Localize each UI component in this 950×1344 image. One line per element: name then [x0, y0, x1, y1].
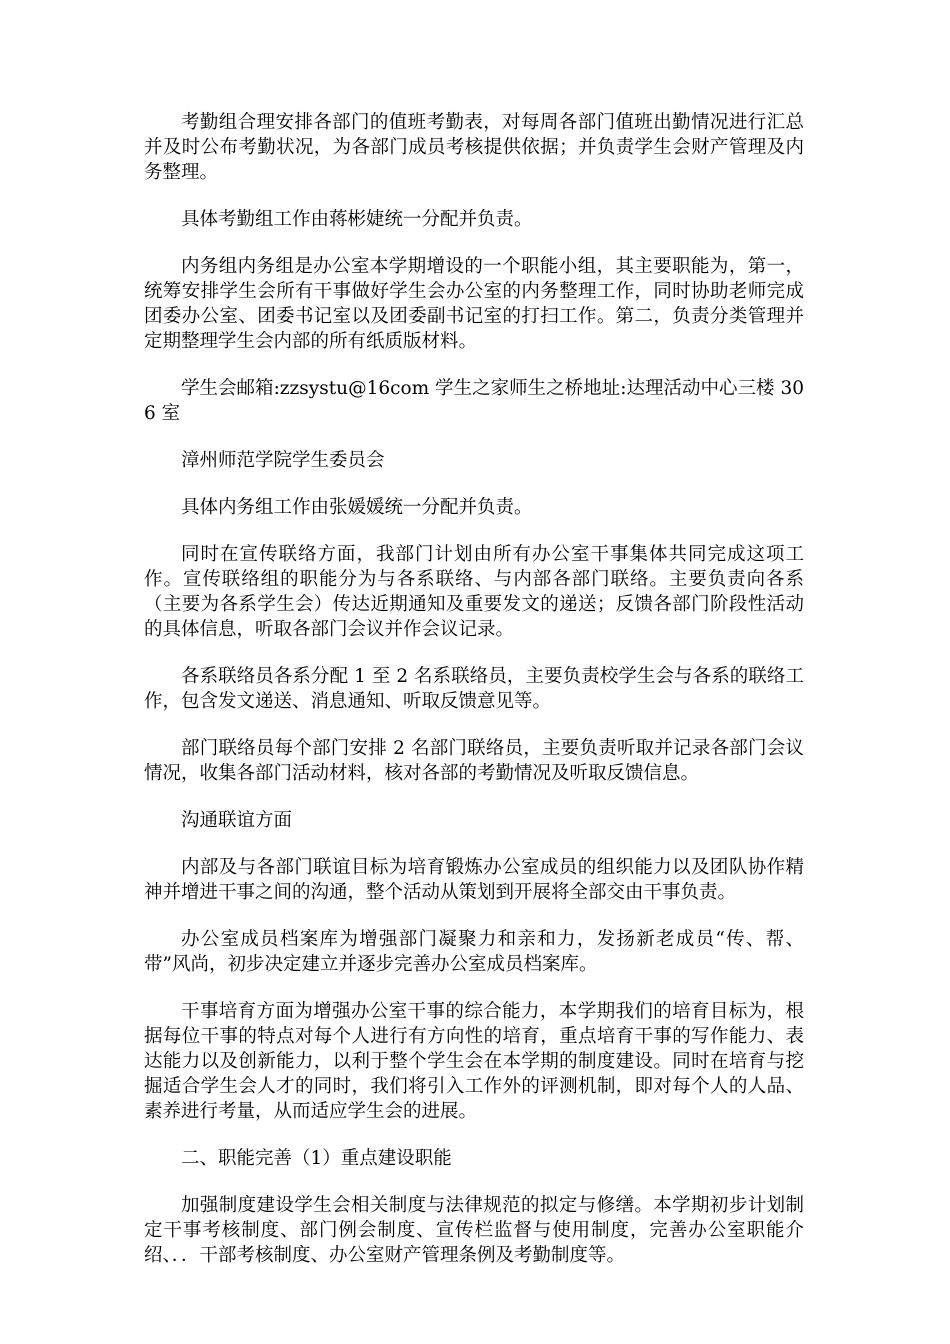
paragraph-internal-fellowship: 内部及与各部门联谊目标为培育锻炼办公室成员的组织能力以及团队协作精神并增进干事之间的沟通，整个活动从策划到开展将全部交由干事负责。 — [144, 857, 804, 903]
paragraph-section-liaison: 部门联络员每个部门安排 2 名部门联络员，主要负责听取并记录各部门会议情况，收集各部门活动材料，核对各部的考勤情况及听取反馈信息。 — [144, 738, 804, 784]
paragraph-department-liaison: 各系联络员各系分配 1 至 2 名系联络员，主要负责校学生会与各系的联络工作，包含发文递送、消息通知、听取反馈意见等。 — [144, 666, 804, 712]
paragraph-section-two-heading: 二、职能完善（1）重点建设职能 — [181, 1148, 452, 1169]
paragraph-communication-heading: 沟通联谊方面 — [181, 810, 293, 831]
paragraph-organization-name: 漳州师范学院学生委员会 — [181, 450, 385, 471]
paragraph-attendance-group: 考勤组合理安排各部门的值班考勤表，对每周各部门值班出勤情况进行汇总并及时公布考勤状况，为各部门成员考核提供依据；并负责学生会财产管理及内务整理。 — [144, 112, 804, 183]
paragraph-housekeeping-leader: 具体内务组工作由张媛媛统一分配并负责。 — [181, 497, 533, 518]
document-body — [144, 110, 804, 1290]
paragraph-attendance-leader: 具体考勤组工作由蒋彬婕统一分配并负责。 — [181, 209, 533, 230]
paragraph-housekeeping-group: 内务组内务组是办公室本学期增设的一个职能小组，其主要职能为，第一，统筹安排学生会所有干事做好学生会办公室的内务整理工作，同时协助老师完成团委办公室、团委书记室以及团委副书记室的打扫工作。第二，负责分类管理并定期整理学生会内部的所有纸质版材料。 — [144, 256, 804, 352]
paragraph-member-archive: 办公室成员档案库为增强部门凝聚力和亲和力，发扬新老成员“传、帮、带”风尚，初步决定建立并逐步完善办公室成员档案库。 — [144, 929, 804, 975]
paragraph-institution-building: 加强制度建设学生会相关制度与法律规范的拟定与修缮。本学期初步计划制定干事考核制度、部门例会制度、宣传栏监督与使用制度，完善办公室职能介绍、．．干部考核制度、办公室财产管理条例及考勤制度等。 — [144, 1195, 804, 1266]
paragraph-publicity-liaison: 同时在宣传联络方面，我部门计划由所有办公室干事集体共同完成这项工作。宣传联络组的职能分为与各系联络、与内部各部门联络。主要负责向各系（主要为各系学生会）传达近期通知及重要发文的递送；反馈各部门阶段性活动的具体信息，听取各部门会议并作会议记录。 — [144, 544, 804, 640]
paragraph-staff-training: 干事培育方面为增强办公室干事的综合能力，本学期我们的培育目标为，根据每位干事的特点对每个人进行有方向性的培育，重点培育干事的写作能力、表达能力以及创新能力，以利于整个学生会在本学期的制度建设。同时在培育与挖掘适合学生会人才的同时，我们将引入工作外的评测机制，即对每个人的人品、素养进行考量，从而适应学生会的进展。 — [144, 1001, 804, 1122]
paragraph-contact-info: 学生会邮箱:zzsystu@16com 学生之家师生之桥地址:达理活动中心三楼 306 室 — [144, 378, 804, 424]
